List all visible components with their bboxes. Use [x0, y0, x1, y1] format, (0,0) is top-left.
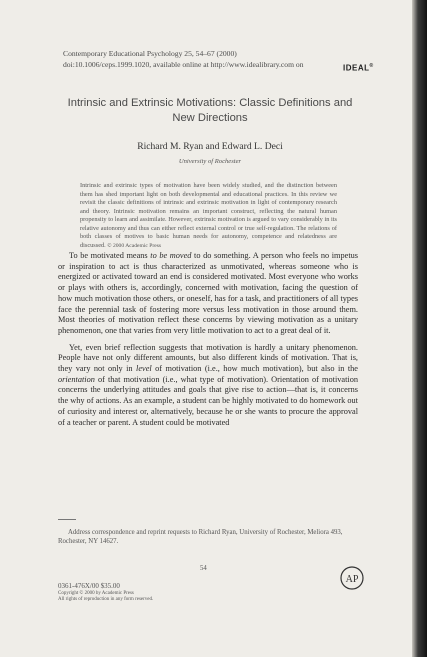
p2-emphasis-orientation: orientation: [58, 374, 95, 384]
paragraph-1: [58, 251, 358, 337]
ap-logo-text: AP: [345, 574, 359, 585]
imprint: [58, 583, 153, 604]
p1-text-b: to do something. A person who feels no impetus or inspiration to act is thus characterized as unmotivated, whereas someone who is energized or activated toward an end is considered motivated. Most everyone who works or plays with others is, accordingly, concerned with motivation, facing the question of how much motivation those others, or oneself, has for a task, and practitioners of all types face the perennial task of fostering more versus less motivation in those around them. Most theories of motivation reflect these concerns by viewing motivation as a unitary phenomenon, one that varies from very little motivation to act to a great deal of it.: [58, 251, 359, 335]
page-gutter-shadow: [412, 0, 427, 657]
p2-text-b: of motivation (i.e., how much motivation), but also in the: [151, 364, 358, 374]
doi-line: doi:10.1006/ceps.1999.1020, available online at http://www.idealibrary.com on: [63, 60, 304, 69]
body-text: [58, 251, 358, 434]
issn-line: 0361-476X/00 $35.00: [58, 582, 120, 590]
footnote-rule: [58, 519, 76, 520]
article-authors: Richard M. Ryan and Edward L. Deci: [137, 141, 283, 152]
article-title: Intrinsic and Extrinsic Motivations: Classic Definitions and New Directions: [67, 97, 353, 124]
ideal-logo-text: IDEAL: [343, 63, 370, 73]
p2-text-a: Yet, even brief reflection suggests that motivation is hardly a unitary phenomenon. People have not only different amounts, but also different kinds of motivation. That is, they vary not only in: [58, 342, 358, 374]
abstract-text: Intrinsic and extrinsic types of motivation have been widely studied, and the distinction between them has shed important light on both developmental and educational practices. In this review we revisit the classic definitions of intrinsic and extrinsic motivation in light of contemporary research and theory. Intrinsic motivation remains an important construct, reflecting the natural human propensity to learn and assimilate. However, extrinsic motivation is argued to vary considerably in its relative autonomy and thus can either reflect external control or true self-regulation. The relations of both classes of motives to basic human needs for autonomy, competence and relatedness are discussed.: [80, 182, 337, 249]
ideal-logo: [343, 63, 374, 73]
p1-emphasis: to be moved: [150, 251, 192, 260]
journal-citation: [63, 48, 304, 70]
paragraph-2: [58, 343, 358, 429]
p1-text-a: To be motivated means: [69, 251, 151, 260]
ideal-logo-sup: ®: [369, 63, 374, 69]
abstract-copyright: © 2000 Academic Press: [107, 242, 162, 249]
copyright-line: Copyright © 2000 by Academic Press: [58, 590, 134, 596]
rights-line: All rights of reproduction in any form reserved.: [58, 597, 154, 603]
journal-line: Contemporary Educational Psychology 25, 54–67 (2000): [63, 49, 237, 58]
abstract: [80, 182, 337, 250]
academic-press-logo: [340, 566, 364, 590]
page-number: 54: [200, 565, 207, 572]
correspondence-footnote: Address correspondence and reprint requests to Richard Ryan, University of Rochester, Meliora 493, Rochester, NY 14627.: [58, 529, 343, 545]
author-affiliation: University of Rochester: [178, 158, 242, 165]
p2-text-c: of that motivation (i.e., what type of motivation). Orientation of motivation concerns the underlying attitudes and goals that give rise to action—that is, it concerns the why of actions. As an example, a student can be highly motivated to do homework out of curiosity and interest or, alternatively, because he or she wants to procure the approval of a teacher or parent. A student could be motivated: [58, 374, 358, 427]
p2-emphasis-level: level: [136, 364, 152, 374]
